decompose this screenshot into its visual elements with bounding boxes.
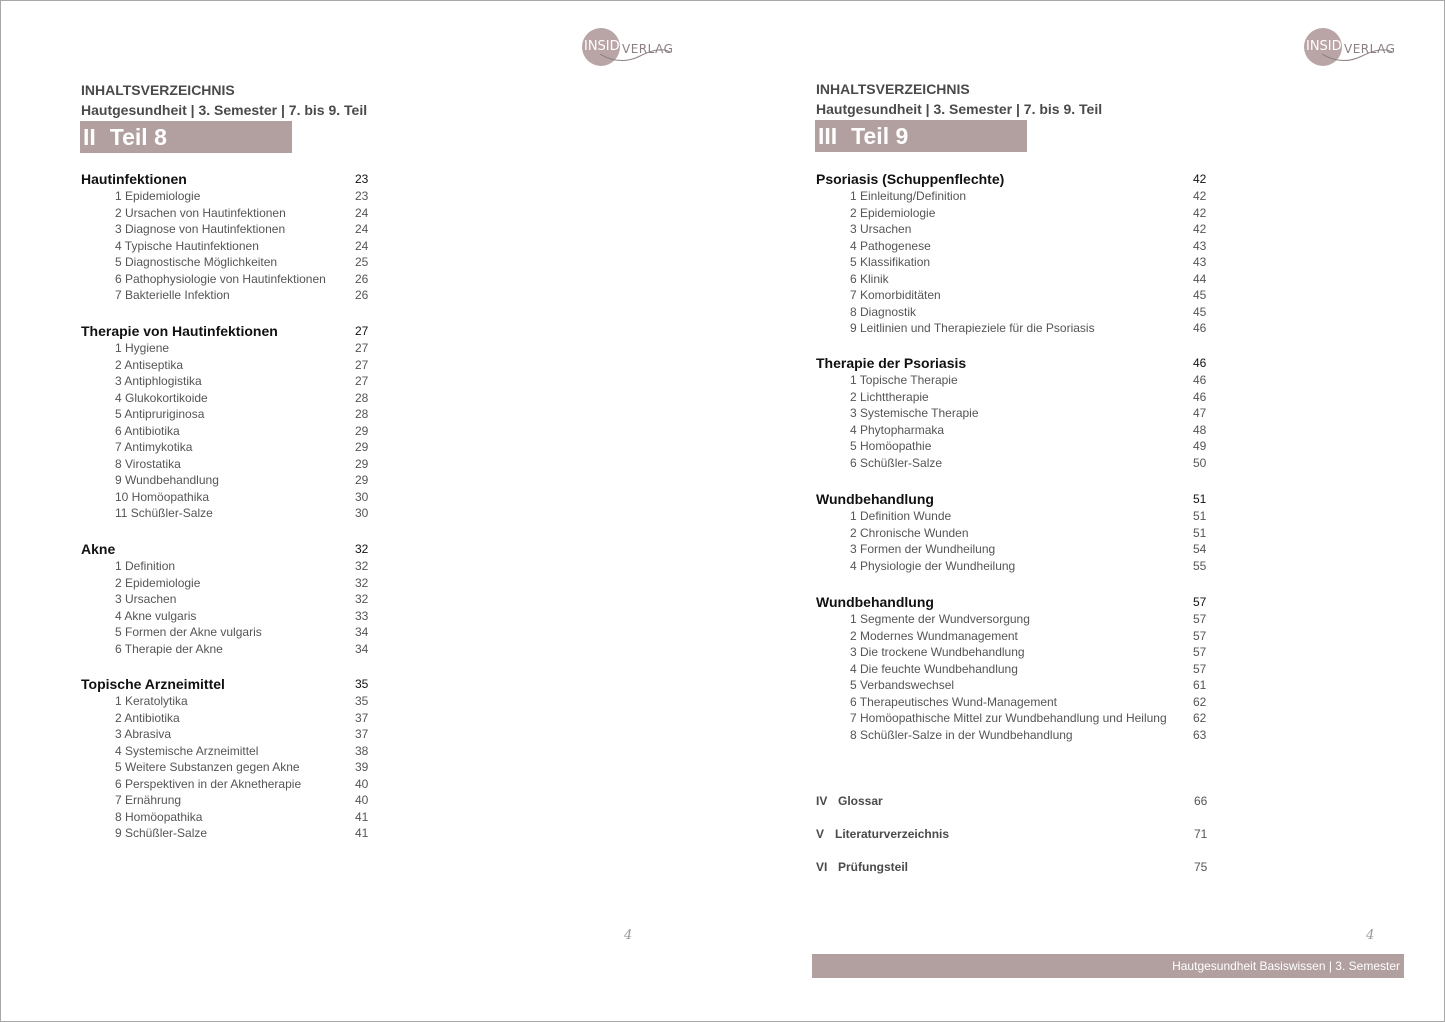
part-title: Teil 9 [851, 123, 909, 149]
toc-item[interactable]: 8 Homöopathika [115, 809, 203, 824]
toc-subtitle: Hautgesundheit | 3. Semester | 7. bis 9. Teil [816, 101, 1103, 117]
section-title[interactable]: Wundbehandlung [816, 594, 934, 610]
toc-item-page: 26 [355, 271, 369, 286]
toc-item[interactable]: 6 Antibiotika [115, 423, 180, 438]
toc-item[interactable]: 1 Epidemiologie [115, 189, 201, 203]
toc-item-page: 49 [1193, 439, 1207, 453]
toc-section [81, 541, 371, 658]
toc-item[interactable]: 1 Einleitung/Definition [850, 189, 967, 203]
toc-item-page: 23 [355, 189, 369, 203]
toc-item-page: 30 [355, 506, 369, 520]
toc-item-page: 43 [1193, 238, 1207, 253]
part-roman-numeral: III [818, 123, 838, 149]
section-page: 27 [355, 324, 369, 338]
toc-item[interactable]: 1 Hygiene [115, 341, 170, 355]
section-page: 51 [1193, 492, 1207, 506]
section-page: 32 [355, 542, 369, 556]
toc-item[interactable]: 9 Wundbehandlung [115, 473, 219, 487]
toc-section [816, 491, 1216, 575]
part-banner [815, 120, 1027, 152]
toc-item[interactable]: 3 Systemische Therapie [850, 406, 979, 420]
toc-item[interactable]: 1 Segmente der Wundversorgung [850, 612, 1030, 626]
toc-item-page: 27 [355, 357, 369, 372]
toc-item[interactable]: 8 Diagnostik [850, 304, 917, 319]
toc-item[interactable]: 6 Klinik [850, 271, 889, 286]
part-banner [80, 121, 292, 153]
section-page: 57 [1193, 595, 1207, 609]
appendix-roman: IV [816, 794, 828, 808]
toc-item[interactable]: 2 Lichttherapie [850, 389, 929, 404]
appendix-page: 71 [1194, 827, 1208, 841]
toc-item[interactable]: 7 Homöopathische Mittel zur Wundbehandlung und Heilung [850, 711, 1167, 725]
toc-appendix-glossar[interactable] [816, 794, 1216, 810]
toc-item[interactable]: 8 Virostatika [115, 456, 181, 471]
toc-item-page: 24 [355, 222, 369, 236]
toc-item-page: 46 [1193, 373, 1207, 387]
toc-item-page: 48 [1193, 422, 1207, 437]
toc-item-page: 33 [355, 608, 369, 623]
toc-item[interactable]: 6 Schüßler-Salze [850, 455, 943, 470]
toc-item[interactable]: 7 Komorbiditäten [850, 288, 941, 302]
page-number: 4 [624, 928, 633, 943]
toc-item-page: 32 [355, 575, 369, 590]
toc-item[interactable]: 1 Topische Therapie [850, 373, 958, 387]
toc-item-page: 61 [1193, 678, 1207, 692]
toc-section [81, 171, 371, 305]
toc-item-page: 51 [1193, 525, 1207, 540]
toc-item[interactable]: 5 Homöopathie [850, 439, 932, 453]
toc-item[interactable]: 4 Pathogenese [850, 238, 931, 253]
toc-item-page: 37 [355, 727, 369, 741]
toc-section [81, 323, 371, 523]
appendix-page: 75 [1194, 860, 1208, 874]
toc-item-page: 51 [1193, 509, 1207, 523]
toc-item-page: 26 [355, 288, 369, 302]
toc-item[interactable]: 2 Epidemiologie [850, 205, 936, 220]
toc-item[interactable]: 10 Homöopathika [115, 489, 210, 504]
part-roman-numeral: II [83, 124, 96, 150]
toc-item[interactable]: 1 Keratolytika [115, 694, 188, 708]
toc-item-page: 38 [355, 743, 369, 758]
toc-item[interactable]: 11 Schüßler-Salze [115, 506, 213, 520]
inside-verlag-logo [1304, 26, 1396, 68]
toc-item[interactable]: 5 Weitere Substanzen gegen Akne [115, 760, 300, 774]
logo-text-verlag: VERLAG [622, 42, 674, 56]
toc-item[interactable]: 7 Antimykotika [115, 440, 193, 454]
toc-item[interactable]: 5 Klassifikation [850, 255, 931, 269]
toc-item-page: 28 [355, 407, 369, 421]
logo-text-inside: INSIDE [584, 39, 628, 54]
section-title[interactable]: Akne [81, 541, 116, 557]
toc-item[interactable]: 7 Ernährung [115, 793, 182, 807]
section-title[interactable]: Topische Arzneimittel [81, 676, 225, 692]
toc-item-page: 62 [1193, 711, 1207, 725]
toc-item[interactable]: 1 Definition [115, 559, 176, 573]
toc-item-page: 45 [1193, 288, 1207, 302]
toc-section [816, 171, 1216, 338]
toc-item[interactable]: 4 Physiologie der Wundheilung [850, 558, 1016, 573]
part-title: Teil 8 [109, 124, 167, 150]
toc-item[interactable]: 2 Antibiotika [115, 710, 180, 725]
toc-item[interactable]: 4 Glukokortikoide [115, 390, 208, 405]
section-title[interactable]: Therapie der Psoriasis [816, 355, 967, 371]
toc-item-page: 57 [1193, 628, 1207, 643]
toc-item[interactable]: 6 Therapeutisches Wund-Management [850, 694, 1058, 709]
toc-item-page: 57 [1193, 661, 1207, 676]
appendix-page: 66 [1194, 794, 1208, 808]
logo-text-inside: INSIDE [1306, 39, 1350, 54]
inside-verlag-logo [582, 26, 674, 68]
section-page: 42 [1193, 172, 1207, 186]
toc-item-page: 27 [355, 374, 369, 388]
toc-item[interactable]: 2 Ursachen von Hautinfektionen [115, 205, 286, 220]
toc-item[interactable]: 6 Perspektiven in der Aknetherapie [115, 776, 302, 791]
footer-band: Hautgesundheit Basiswissen | 3. Semester [812, 954, 1404, 978]
toc-item-page: 40 [355, 776, 369, 791]
toc-subtitle: Hautgesundheit | 3. Semester | 7. bis 9. Teil [81, 102, 368, 118]
page-number: 4 [1366, 928, 1375, 943]
toc-item[interactable]: 3 Die trockene Wundbehandlung [850, 645, 1025, 659]
section-title[interactable]: Therapie von Hautinfektionen [81, 323, 278, 339]
toc-item-page: 25 [355, 255, 369, 269]
section-page: 46 [1193, 356, 1207, 370]
toc-item-page: 63 [1193, 727, 1207, 742]
toc-item-page: 29 [355, 473, 369, 487]
toc-item-page: 24 [355, 205, 369, 220]
toc-item[interactable]: 3 Formen der Wundheilung [850, 542, 996, 556]
toc-section [816, 594, 1216, 744]
section-page: 35 [355, 677, 369, 691]
toc-item[interactable]: 4 Die feuchte Wundbehandlung [850, 661, 1018, 676]
toc-item-page: 34 [355, 641, 369, 656]
toc-item[interactable]: 6 Therapie der Akne [115, 641, 223, 656]
toc-item-page: 57 [1193, 645, 1207, 659]
toc-item-page: 40 [355, 793, 369, 807]
left-page [0, 0, 722, 1022]
toc-item-page: 39 [355, 760, 369, 774]
toc-item-page: 24 [355, 238, 369, 253]
toc-item[interactable]: 2 Modernes Wundmanagement [850, 628, 1018, 643]
toc-item-page: 32 [355, 559, 369, 573]
toc-item[interactable]: 8 Schüßler-Salze in der Wundbehandlung [850, 727, 1073, 742]
toc-item[interactable]: 3 Antiphlogistika [115, 374, 202, 388]
toc-item-page: 50 [1193, 455, 1207, 470]
toc-item[interactable]: 9 Leitlinien und Therapieziele für die Psoriasis [850, 321, 1095, 335]
toc-appendix-literatur[interactable] [816, 827, 1216, 843]
section-title[interactable]: Psoriasis (Schuppenflechte) [816, 171, 1005, 187]
appendix-label: Literaturverzeichnis [835, 827, 950, 841]
toc-item[interactable]: 7 Bakterielle Infektion [115, 288, 230, 302]
toc-appendix-pruefung[interactable] [816, 860, 1216, 876]
toc-item-page: 41 [355, 809, 369, 824]
toc-item[interactable]: 5 Antipruriginosa [115, 407, 205, 421]
toc-item-page: 35 [355, 694, 369, 708]
toc-item-page: 57 [1193, 612, 1207, 626]
toc-item[interactable]: 5 Verbandswechsel [850, 678, 955, 692]
toc-item-page: 46 [1193, 321, 1207, 335]
toc-item-page: 47 [1193, 406, 1207, 420]
toc-item-page: 43 [1193, 255, 1207, 269]
toc-item-page: 28 [355, 390, 369, 405]
toc-item-page: 41 [355, 826, 369, 840]
toc-item[interactable]: 4 Phytopharmaka [850, 422, 945, 437]
toc-item[interactable]: 2 Antiseptika [115, 357, 184, 372]
toc-item[interactable]: 1 Definition Wunde [850, 509, 952, 523]
toc-item-page: 46 [1193, 389, 1207, 404]
toc-heading: INHALTSVERZEICHNIS [816, 81, 970, 97]
toc-item[interactable]: 2 Epidemiologie [115, 575, 201, 590]
toc-item-page: 29 [355, 423, 369, 438]
toc-item-page: 62 [1193, 694, 1207, 709]
toc-item-page: 32 [355, 592, 369, 606]
toc-item-page: 30 [355, 489, 369, 504]
toc-item-page: 27 [355, 341, 369, 355]
toc-item[interactable]: 6 Pathophysiologie von Hautinfektionen [115, 271, 326, 286]
toc-item-page: 42 [1193, 189, 1207, 203]
toc-item-page: 54 [1193, 542, 1207, 556]
toc-section [816, 355, 1216, 472]
appendix-roman: VI [816, 860, 828, 874]
toc-item-page: 45 [1193, 304, 1207, 319]
appendix-label: Prüfungsteil [838, 860, 909, 874]
toc-item[interactable]: 3 Abrasiva [115, 727, 172, 741]
toc-heading: INHALTSVERZEICHNIS [81, 82, 235, 98]
toc-item[interactable]: 5 Formen der Akne vulgaris [115, 625, 262, 639]
toc-item[interactable]: 3 Ursachen [850, 222, 912, 236]
toc-item[interactable]: 9 Schüßler-Salze [115, 826, 208, 840]
toc-item-page: 44 [1193, 271, 1207, 286]
right-page [735, 0, 1445, 1022]
section-title[interactable]: Hautinfektionen [81, 171, 187, 187]
toc-item-page: 37 [355, 710, 369, 725]
appendix-roman: V [816, 827, 825, 841]
toc-item-page: 29 [355, 440, 369, 454]
toc-item[interactable]: 4 Systemische Arzneimittel [115, 743, 259, 758]
toc-item[interactable]: 4 Akne vulgaris [115, 608, 197, 623]
toc-item[interactable]: 2 Chronische Wunden [850, 525, 969, 540]
toc-section [81, 676, 371, 843]
toc-item[interactable]: 5 Diagnostische Möglichkeiten [115, 255, 278, 269]
toc-item[interactable]: 4 Typische Hautinfektionen [115, 238, 259, 253]
toc-item-page: 42 [1193, 205, 1207, 220]
toc-item[interactable]: 3 Ursachen [115, 592, 177, 606]
toc-item[interactable]: 3 Diagnose von Hautinfektionen [115, 222, 286, 236]
toc-item-page: 34 [355, 625, 369, 639]
logo-text-verlag: VERLAG [1344, 42, 1396, 56]
toc-item-page: 55 [1193, 558, 1207, 573]
toc-item-page: 29 [355, 456, 369, 471]
appendix-label: Glossar [838, 794, 883, 808]
section-title[interactable]: Wundbehandlung [816, 491, 934, 507]
toc-item-page: 42 [1193, 222, 1207, 236]
section-page: 23 [355, 172, 369, 186]
